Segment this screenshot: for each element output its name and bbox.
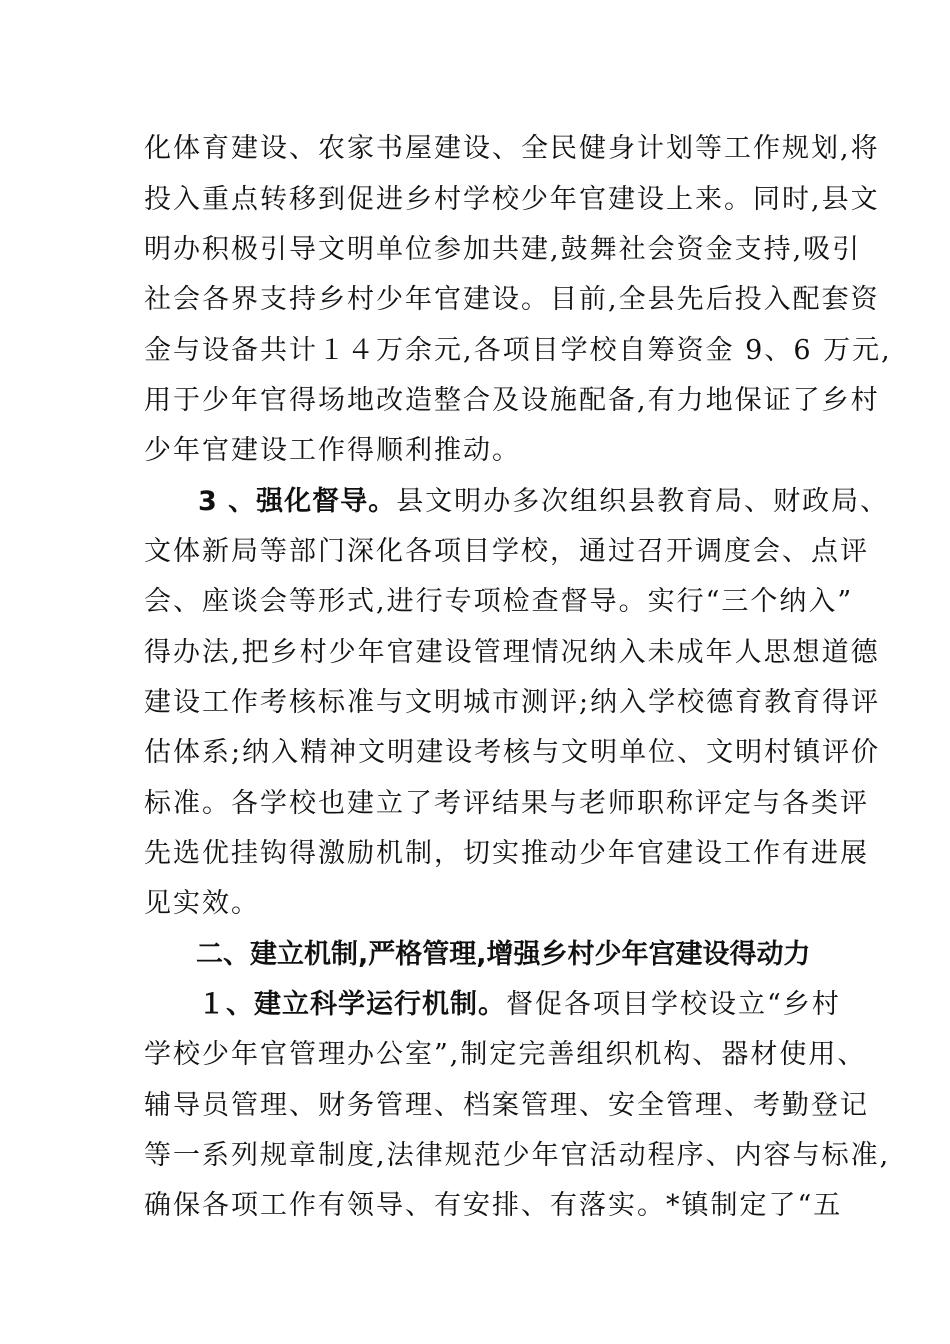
paragraph-2-line-3: 会、座谈会等形式,进行专项检查督导。实行“三个纳入”: [144, 586, 854, 617]
paragraph-2-line-4: 得办法,把乡村少年官建设管理情况纳入未成年人思想道德: [144, 637, 880, 668]
paragraph-2-line-1: [198, 478, 898, 526]
paragraph-2-line-7: 标准。各学校也建立了考评结果与老师职称评定与各类评: [144, 788, 869, 819]
paragraph-1-line-2: 投入重点转移到促进乡村学校少年官建设上来。同时,县文: [144, 184, 880, 215]
paragraph-1-line-1: 化体育建设、农家书屋建设、全民健身计划等工作规划,将: [144, 133, 880, 164]
paragraph-2-line-6: 估体系;纳入精神文明建设考核与文明单位、文明村镇评价: [144, 737, 881, 768]
paragraph-3-line-1: [198, 981, 898, 1029]
paragraph-2-line-2: 文体新局等部门深化各项目学校，通过召开调度会、点评: [144, 536, 869, 567]
paragraph-3-lead: １、建立科学运行机制。: [198, 989, 506, 1020]
paragraph-2-line-1-rest: 县文明办多次组织县教育局、财政局、: [396, 486, 890, 517]
paragraph-1-line-7: 少年官建设工作得顺利推动。: [144, 435, 521, 466]
paragraph-1-line-5: 金与设备共计１４万余元,各项目学校自筹资金 9、6 万元,: [144, 335, 892, 366]
paragraph-2-line-9: 见实效。: [144, 888, 260, 919]
paragraph-1-line-3: 明办积极引导文明单位参加共建,鼓舞社会资金支持,吸引: [144, 234, 862, 265]
section-heading: 二、建立机制,严格管理,增强乡村少年宫建设得动力: [196, 939, 811, 970]
paragraph-3-line-1-rest: 督促各项目学校设立“乡村: [506, 989, 841, 1020]
paragraph-1-line-6: 用于少年官得场地改造整合及设施配备,有力地保证了乡村: [144, 385, 880, 416]
paragraph-3-line-2: 学校少年官管理办公室”,制定完善组织机构、器材使用、: [144, 1039, 867, 1070]
paragraph-2-line-5: 建设工作考核标准与文明城市测评;纳入学校德育教育得评: [144, 687, 881, 718]
paragraph-1-line-4: 社会各界支持乡村少年官建设。目前,全县先后投入配套资: [144, 284, 880, 315]
paragraph-3-line-4: 等一系列规章制度,法律规范少年官活动程序、内容与标准,: [144, 1140, 891, 1171]
paragraph-2-lead: 3 、强化督导。: [198, 486, 397, 517]
paragraph-2-line-8: 先选优挂钩得激励机制，切实推动少年官建设工作有进展: [144, 838, 869, 869]
paragraph-3-line-3: 辅导员管理、财务管理、档案管理、安全管理、考勤登记: [144, 1090, 869, 1121]
paragraph-3-line-5: 确保各项工作有领导、有安排、有落实。*镇制定了“五: [144, 1190, 843, 1221]
